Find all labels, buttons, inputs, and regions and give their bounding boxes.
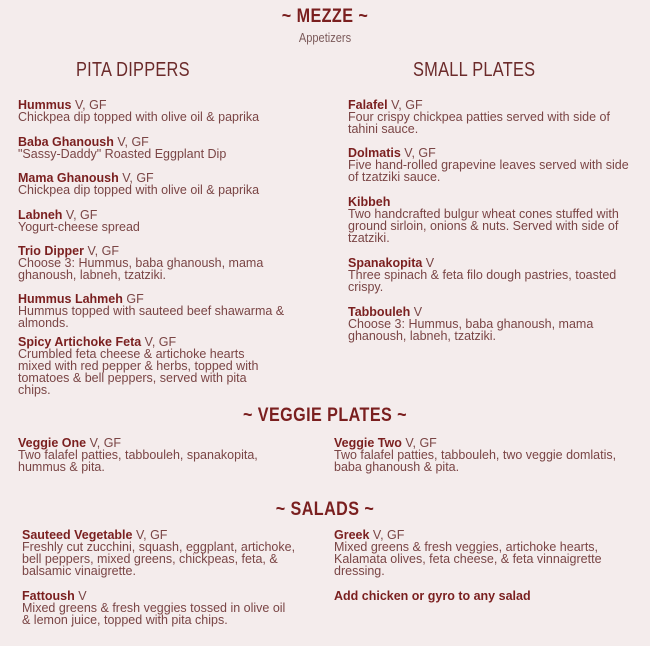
item-name: Dolmatis (348, 146, 401, 160)
item-description: Choose 3: Hummus, baba ghanoush, mama ghanoush, labneh, tzatziki. (18, 256, 264, 282)
item-tags: V, GF (401, 436, 437, 450)
item-tags: V, GF (132, 528, 168, 542)
item-name: Spicy Artichoke Feta (18, 335, 142, 349)
item-name: Mama Ghanoush (18, 171, 119, 185)
item-name: Kibbeh (348, 195, 391, 209)
item-description: Mixed greens & fresh veggies, artichoke hearts, Kalamata olives, feta cheese, & feta vinnaigrette dressing. (334, 540, 602, 578)
menu-item-kibbeh (348, 196, 638, 244)
item-tags: V, GF (71, 98, 107, 112)
item-tags: V, GF (369, 528, 405, 542)
menu-item-mama-ghanoush (18, 172, 288, 196)
item-name: Sauteed Vegetable (22, 528, 133, 542)
menu-item-hummus (18, 99, 288, 123)
item-description: Crumbled feta cheese & artichoke hearts mixed with red pepper & herbs, topped with tomatoes & bell peppers, served with pita chips. (18, 347, 259, 397)
item-name: Greek (334, 528, 370, 542)
item-name: Veggie One (18, 436, 87, 450)
item-tags: V, GF (83, 244, 119, 258)
item-description: Two handcrafted bulgur wheat cones stuffed with ground sirloin, onions & nuts. Served with side of tzatziki. (348, 207, 619, 245)
menu-item-baba-ghanoush (18, 136, 288, 160)
mezze-subtitle: Appetizers (298, 30, 352, 45)
item-name: Hummus (18, 98, 72, 112)
item-tags: V, GF (118, 171, 154, 185)
menu-item-dolmatis (348, 147, 638, 183)
item-name: Trio Dipper (18, 244, 84, 258)
menu-item-sauteed-vegetable (22, 529, 302, 577)
item-description: Yogurt-cheese spread (18, 220, 140, 234)
item-description: "Sassy-Daddy" Roasted Eggplant Dip (18, 147, 227, 161)
item-description: Hummus topped with sauteed beef shawarma & almonds. (18, 304, 285, 330)
item-tags: V, GF (62, 208, 98, 222)
small-plates-heading: SMALL PLATES (413, 59, 536, 81)
addon-note-text: Add chicken or gyro to any salad (334, 589, 531, 603)
item-tags: V, GF (387, 98, 423, 112)
item-description: Two falafel patties, tabbouleh, spanakopita, hummus & pita. (18, 448, 258, 474)
item-tags: V, GF (141, 335, 177, 349)
menu-item-veggie-two (334, 437, 634, 473)
item-description: Mixed greens & fresh veggies tossed in olive oil & lemon juice, topped with pita chips. (22, 601, 286, 627)
item-tags: GF (122, 292, 144, 306)
item-tags: V, GF (400, 146, 436, 160)
menu-item-falafel (348, 99, 628, 135)
salad-addon-note (334, 590, 634, 602)
item-description: Chickpea dip topped with olive oil & paprika (18, 183, 260, 197)
menu-item-tabbouleh (348, 306, 610, 342)
item-tags: V (422, 256, 435, 270)
item-name: Veggie Two (334, 436, 402, 450)
item-name: Fattoush (22, 589, 75, 603)
menu-item-fattoush (22, 590, 297, 626)
item-name: Falafel (348, 98, 388, 112)
item-description: Two falafel patties, tabbouleh, two veggie domlatis, baba ghanoush & pita. (334, 448, 617, 474)
item-description: Five hand-rolled grapevine leaves served with side of tzatziki sauce. (348, 158, 629, 184)
menu-item-greek (334, 529, 609, 577)
menu-item-labneh (18, 209, 288, 233)
menu-item-spanakopita (348, 257, 633, 293)
mezze-title: ~ MEZZE ~ (281, 6, 369, 27)
item-description: Choose 3: Hummus, baba ghanoush, mama ghanoush, labneh, tzatziki. (348, 317, 594, 343)
menu-item-trio-dipper (18, 245, 280, 281)
pita-dippers-heading: PITA DIPPERS (76, 59, 190, 81)
item-description: Three spinach & feta filo dough pastries, toasted crispy. (348, 268, 617, 294)
item-description: Four crispy chickpea patties served with side of tahini sauce. (348, 110, 610, 136)
item-description: Chickpea dip topped with olive oil & paprika (18, 110, 260, 124)
item-tags: V, GF (113, 135, 149, 149)
menu-item-veggie-one (18, 437, 280, 473)
item-name: Tabbouleh (348, 305, 411, 319)
item-name: Baba Ghanoush (18, 135, 114, 149)
menu-item-hummus-lahmeh (18, 293, 288, 329)
item-name: Spanakopita (348, 256, 423, 270)
menu-item-spicy-artichoke-feta (18, 336, 273, 396)
item-tags: V (74, 589, 87, 603)
item-name: Labneh (18, 208, 63, 222)
veggie-plates-title: ~ VEGGIE PLATES ~ (243, 405, 407, 426)
salads-title: ~ SALADS ~ (275, 499, 375, 520)
item-tags: V (410, 305, 423, 319)
item-tags: V, GF (86, 436, 122, 450)
item-description: Freshly cut zucchini, squash, eggplant, artichoke, bell peppers, mixed greens, chickpeas, feta, & balsamic vinaigrette. (22, 540, 296, 578)
item-name: Hummus Lahmeh (18, 292, 123, 306)
